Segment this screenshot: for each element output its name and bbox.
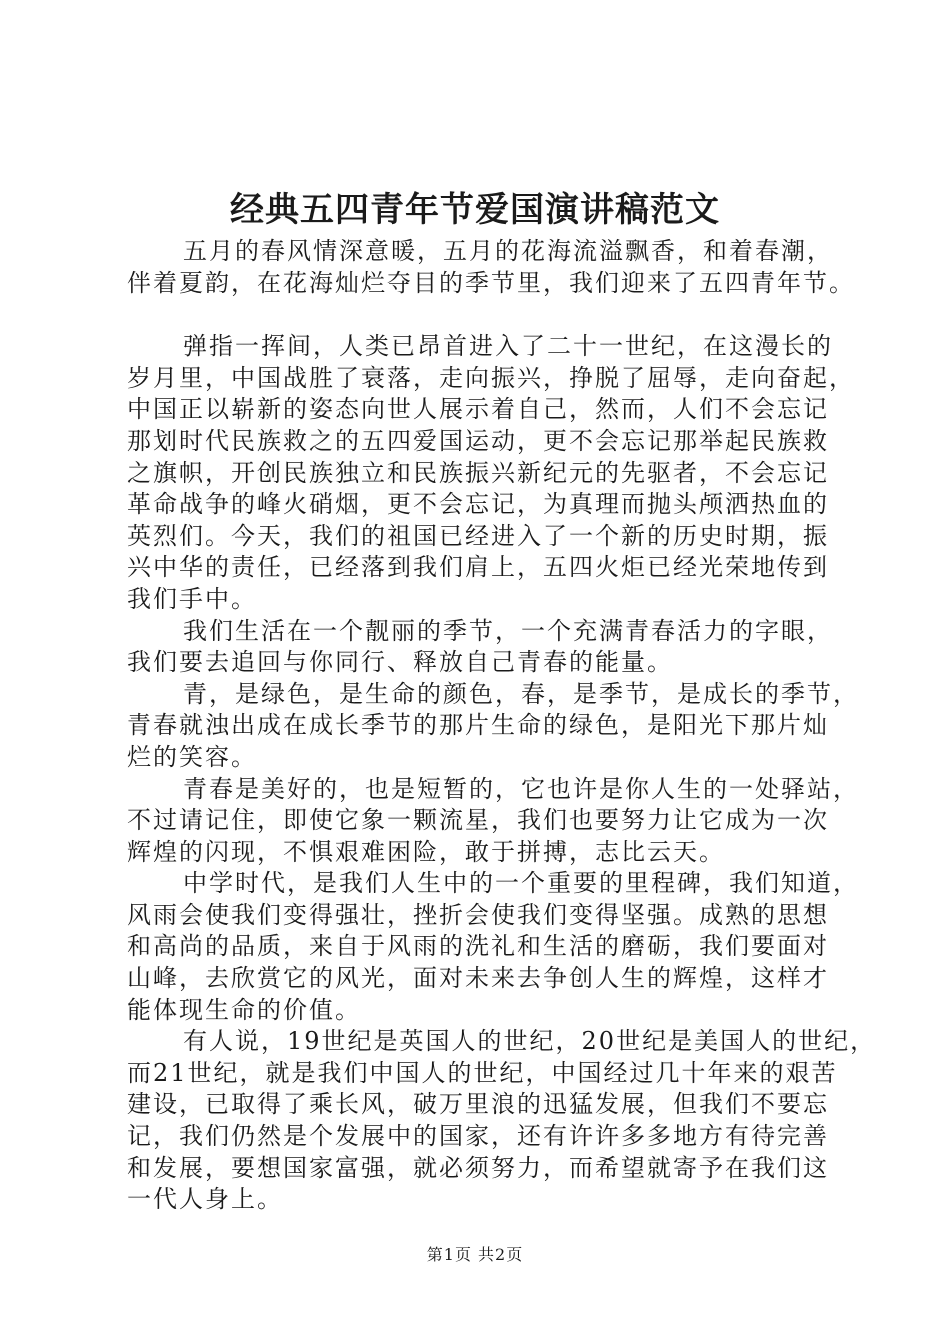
paragraph bbox=[127, 774, 859, 869]
paragraph bbox=[127, 679, 859, 774]
paragraph bbox=[127, 331, 855, 615]
text-line: 革命战争的峰火硝烟，更不会忘记，为真理而抛头颅洒热血的 bbox=[127, 490, 829, 519]
paragraph-spacer bbox=[127, 299, 833, 331]
text-line: 兴中华的责任，已经落到我们肩上，五四火炬已经光荣地传到 bbox=[127, 553, 829, 582]
text-line: 烂的笑容。 bbox=[127, 742, 257, 771]
text-line: 有人说，19世纪是英国人的世纪，20世纪是美国人的世纪， bbox=[183, 1027, 877, 1056]
text-line: 之旗帜，开创民族独立和民族振兴新纪元的先驱者，不会忘记 bbox=[127, 458, 829, 487]
text-line: 风雨会使我们变得强壮，挫折会使我们变得坚强。成熟的思想 bbox=[127, 900, 829, 929]
text-line: 和高尚的品质，来自于风雨的洗礼和生活的磨砺，我们要面对 bbox=[127, 932, 829, 961]
paragraph bbox=[127, 1026, 877, 1216]
text-line: 山峰，去欣赏它的风光，面对未来去争创人生的辉煌，这样才 bbox=[127, 964, 829, 993]
text-line: 青，是绿色，是生命的颜色，春，是季节，是成长的季节， bbox=[183, 679, 859, 708]
text-line: 而21世纪，就是我们中国人的世纪，中国经过几十年来的艰苦 bbox=[127, 1058, 838, 1087]
text-line: 青春是美好的，也是短暂的，它也许是你人生的一处驿站， bbox=[183, 774, 859, 803]
text-line: 五月的春风情深意暖，五月的花海流溢飘香，和着春潮， bbox=[183, 237, 833, 265]
text-line: 建设，已取得了乘长风，破万里浪的迅猛发展，但我们不要忘 bbox=[127, 1090, 829, 1119]
text-line: 中学时代，是我们人生中的一个重要的里程碑，我们知道， bbox=[183, 869, 859, 898]
text-line: 和发展，要想国家富强，就必须努力，而希望就寄予在我们这 bbox=[127, 1153, 829, 1182]
text-line: 岁月里，中国战胜了衰落，走向振兴，挣脱了屈辱，走向奋起， bbox=[127, 363, 855, 392]
text-line: 那划时代民族救之的五四爱国运动，更不会忘记那举起民族救 bbox=[127, 426, 829, 455]
text-line: 青春就浊出成在成长季节的那片生命的绿色，是阳光下那片灿 bbox=[127, 711, 829, 740]
text-line: 不过请记住，即使它象一颗流星，我们也要努力让它成为一次 bbox=[127, 806, 829, 835]
text-line: 辉煌的闪现，不惧艰难困险，敢于拼搏，志比云天。 bbox=[127, 837, 725, 866]
text-line: 一代人身上。 bbox=[127, 1185, 283, 1214]
text-line: 我们要去追回与你同行、释放自己青春的能量。 bbox=[127, 648, 673, 677]
text-line: 中国正以崭新的姿态向世人展示着自己，然而，人们不会忘记 bbox=[127, 395, 829, 424]
text-line: 英烈们。今天，我们的祖国已经进入了一个新的历史时期，振 bbox=[127, 521, 829, 550]
paragraph bbox=[127, 236, 855, 299]
speech-body bbox=[127, 236, 877, 1216]
text-line: 伴着夏韵，在花海灿烂夺目的季节里，我们迎来了五四青年节。 bbox=[127, 268, 855, 297]
page-footer: 第1页 共2页 bbox=[426, 1245, 524, 1264]
paragraph bbox=[127, 616, 833, 679]
paragraph bbox=[127, 868, 859, 1026]
page-title: 经典五四青年节爱国演讲稿范文 bbox=[230, 190, 720, 230]
text-line: 弹指一挥间，人类已昂首进入了二十一世纪，在这漫长的 bbox=[183, 332, 833, 361]
text-line: 记，我们仍然是个发展中的国家，还有许许多多地方有待完善 bbox=[127, 1122, 829, 1151]
text-line: 我们手中。 bbox=[127, 584, 257, 613]
text-line: 能体现生命的价值。 bbox=[127, 995, 361, 1024]
text-line: 我们生活在一个靓丽的季节，一个充满青春活力的字眼， bbox=[183, 616, 833, 645]
